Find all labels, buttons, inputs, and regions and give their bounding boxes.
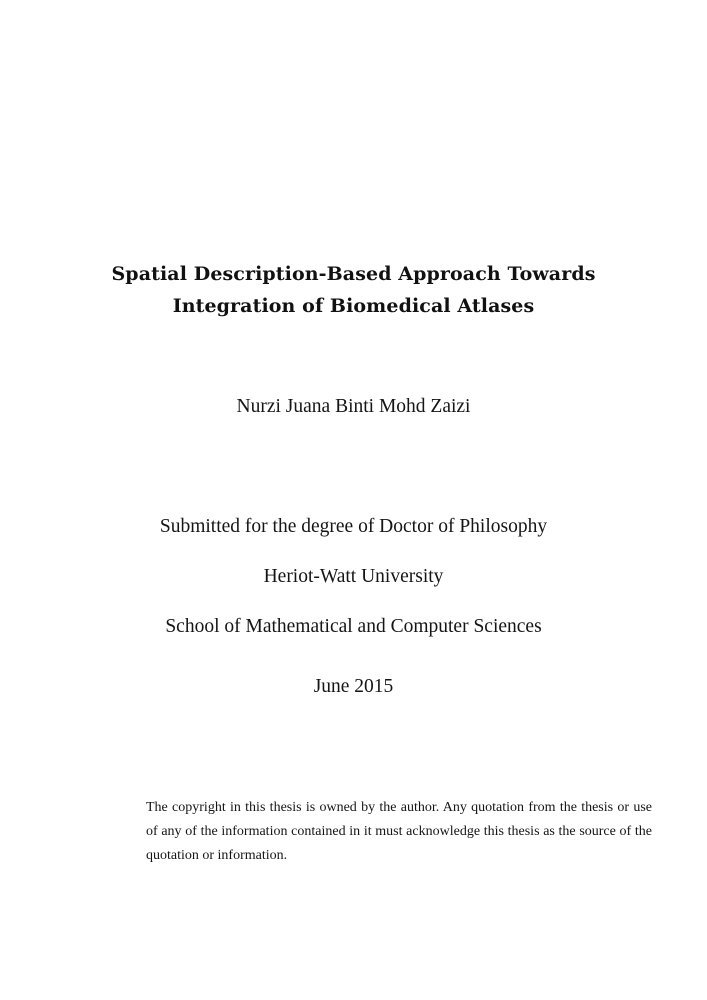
author-name: Nurzi Juana Binti Mohd Zaizi xyxy=(236,396,471,417)
copyright-notice: The copyright in this thesis is owned by the author. Any quotation from the thesis or use of any of the information contained in it must acknowledge this thesis as the source of the quotation or information. xyxy=(146,800,652,863)
thesis-title-line-1: Spatial Description-Based Approach Towards xyxy=(111,263,596,285)
submission-date: June 2015 xyxy=(313,676,394,697)
thesis-title-line-2: Integration of Biomedical Atlases xyxy=(172,295,535,317)
school-name: School of Mathematical and Computer Sciences xyxy=(165,616,542,637)
thesis-title xyxy=(0,258,707,322)
degree-statement: Submitted for the degree of Doctor of Philosophy xyxy=(159,516,548,537)
university-name: Heriot-Watt University xyxy=(263,566,444,587)
